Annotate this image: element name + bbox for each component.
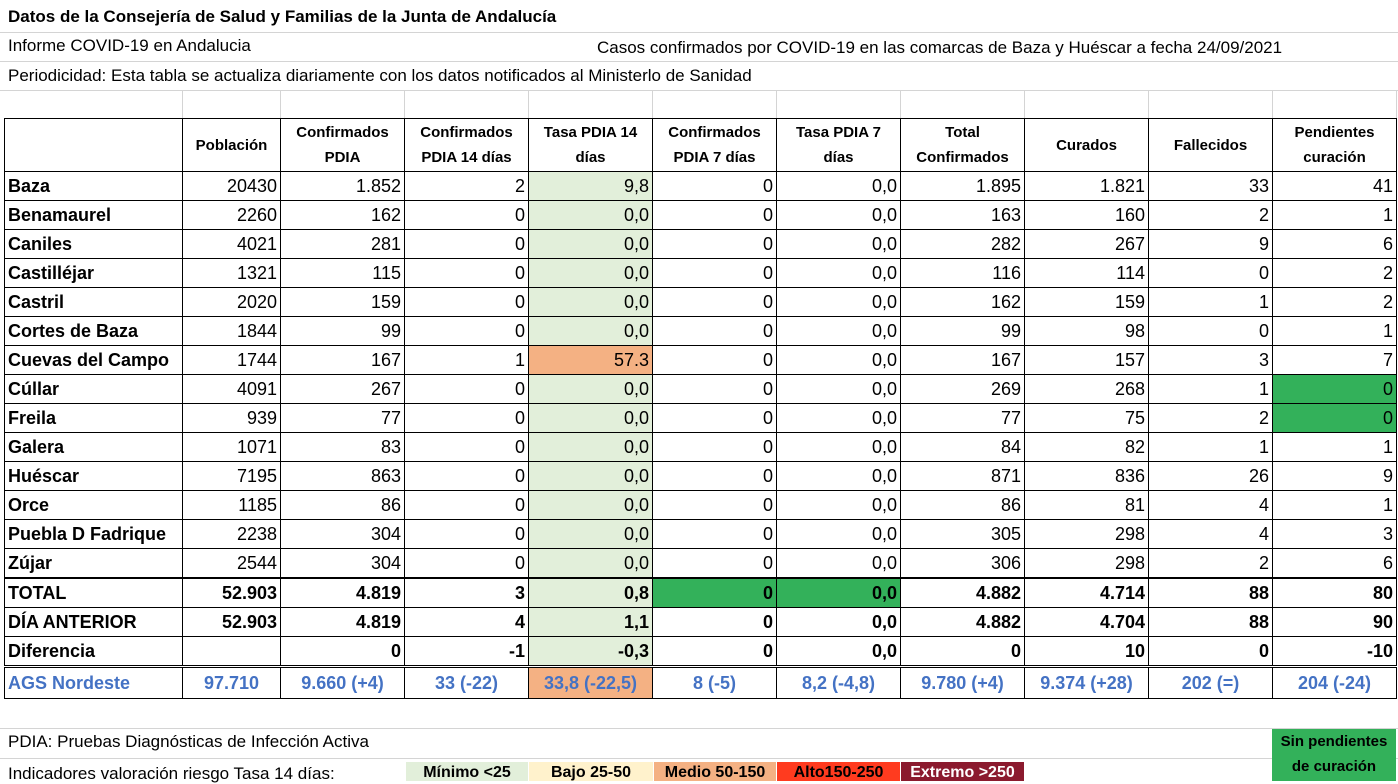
table-cell: 0 (653, 346, 777, 375)
table-cell: 204 (-24) (1273, 667, 1397, 699)
table-cell: -10 (1273, 637, 1397, 667)
table-cell: 6 (1273, 230, 1397, 259)
table-cell: 2 (1149, 549, 1273, 579)
table-cell: 0,0 (529, 201, 653, 230)
table-cell: 4 (1149, 491, 1273, 520)
table-cell: 0 (653, 317, 777, 346)
table-row (5, 317, 1397, 346)
table-cell: 0 (405, 230, 529, 259)
table-cell: 0,0 (529, 491, 653, 520)
table-cell: 0 (901, 637, 1025, 667)
table-cell: 9 (1273, 462, 1397, 491)
table-cell: 0,8 (529, 578, 653, 608)
table-cell: 75 (1025, 404, 1149, 433)
table-cell: 0 (653, 578, 777, 608)
table-cell: 0 (405, 433, 529, 462)
table-cell: 1071 (183, 433, 281, 462)
table-cell: 0,0 (529, 317, 653, 346)
table-cell: 20430 (183, 172, 281, 201)
table-row (5, 346, 1397, 375)
row-label: Castril (5, 288, 183, 317)
table-cell: 863 (281, 462, 405, 491)
table-cell: 0 (405, 375, 529, 404)
legend-minimo: Mínimo <25 (406, 762, 528, 781)
table-row (5, 462, 1397, 491)
grid-line (900, 90, 901, 118)
row-label: Cortes de Baza (5, 317, 183, 346)
table-row (5, 172, 1397, 201)
table-cell: 1 (405, 346, 529, 375)
table-cell: 2 (1273, 259, 1397, 288)
column-header: Población (183, 119, 281, 172)
table-cell: 9,8 (529, 172, 653, 201)
legend-sin-pendientes: Sin pendientes de curación (1272, 729, 1396, 781)
table-cell: 2260 (183, 201, 281, 230)
table-cell: 86 (281, 491, 405, 520)
table-cell: 99 (281, 317, 405, 346)
table-cell: -1 (405, 637, 529, 667)
pdia-note: PDIA: Pruebas Diagnósticas de Infección Activa (8, 732, 369, 751)
table-cell: 1 (1273, 317, 1397, 346)
table-cell: 9.374 (+28) (1025, 667, 1149, 699)
table-cell: 0 (405, 520, 529, 549)
table-cell: 0 (405, 201, 529, 230)
table-row (5, 288, 1397, 317)
table-cell: 83 (281, 433, 405, 462)
table-cell: 162 (901, 288, 1025, 317)
table-cell: 0 (653, 230, 777, 259)
table-cell: 88 (1149, 578, 1273, 608)
table-cell: 0,0 (777, 346, 901, 375)
table-cell: 82 (1025, 433, 1149, 462)
table-cell: 163 (901, 201, 1025, 230)
legend-alto: Alto150-250 (777, 762, 900, 781)
table-cell: 3 (1273, 520, 1397, 549)
table-cell: 268 (1025, 375, 1149, 404)
row-label: Cuevas del Campo (5, 346, 183, 375)
table-cell: 52.903 (183, 578, 281, 608)
column-header: Fallecidos (1149, 119, 1273, 172)
table-cell: 0 (653, 201, 777, 230)
table-cell: 2 (1273, 288, 1397, 317)
table-row (5, 549, 1397, 579)
table-cell: 0,0 (529, 375, 653, 404)
row-label: Huéscar (5, 462, 183, 491)
row-label: Caniles (5, 230, 183, 259)
legend-medio: Medio 50-150 (654, 762, 776, 781)
table-cell: 939 (183, 404, 281, 433)
table-cell: 0 (653, 433, 777, 462)
row-label: Cúllar (5, 375, 183, 404)
column-header: Tasa PDIA 7 días (777, 119, 901, 172)
table-cell: 0 (405, 491, 529, 520)
table-cell: 4021 (183, 230, 281, 259)
table-cell: 57.3 (529, 346, 653, 375)
table-cell: 0,0 (777, 230, 901, 259)
table-cell: 4.704 (1025, 608, 1149, 637)
table-cell: 0 (653, 462, 777, 491)
table-cell: 1.895 (901, 172, 1025, 201)
table-cell: 1 (1273, 201, 1397, 230)
table-cell: 0 (653, 259, 777, 288)
table-cell: 3 (1149, 346, 1273, 375)
table-cell: 33,8 (-22,5) (529, 667, 653, 699)
table-cell: 2 (1149, 201, 1273, 230)
column-header: Total Confirmados (901, 119, 1025, 172)
table-cell: 97.710 (183, 667, 281, 699)
column-header: Tasa PDIA 14 días (529, 119, 653, 172)
table-cell: 84 (901, 433, 1025, 462)
grid-line (1396, 90, 1397, 118)
table-cell: 304 (281, 520, 405, 549)
table-cell: 86 (901, 491, 1025, 520)
table-cell: 116 (901, 259, 1025, 288)
table-cell: 80 (1273, 578, 1397, 608)
table-cell: 10 (1025, 637, 1149, 667)
table-cell: 0 (405, 288, 529, 317)
table-cell: 282 (901, 230, 1025, 259)
table-cell: 0,0 (777, 404, 901, 433)
table-cell: 0 (653, 637, 777, 667)
table-cell: 0,0 (777, 172, 901, 201)
row-label: Castilléjar (5, 259, 183, 288)
table-cell: 0,0 (529, 288, 653, 317)
table-cell: 3 (405, 578, 529, 608)
table-cell: 1321 (183, 259, 281, 288)
table-cell: 0,0 (529, 433, 653, 462)
table-cell: 6 (1273, 549, 1397, 579)
casos-header: Casos confirmados por COVID-19 en las comarcas de Baza y Huéscar a fecha 24/09/2021 (597, 38, 1283, 57)
table-cell: 115 (281, 259, 405, 288)
table-cell: 0,0 (777, 462, 901, 491)
row-label: Diferencia (5, 637, 183, 667)
table-cell: 7 (1273, 346, 1397, 375)
ags-row (5, 667, 1397, 699)
table-cell (183, 637, 281, 667)
table-cell: 8,2 (-4,8) (777, 667, 901, 699)
table-cell: 281 (281, 230, 405, 259)
table-cell: 0 (1273, 404, 1397, 433)
table-cell: 0,0 (777, 259, 901, 288)
indicadores-label: Indicadores valoración riesgo Tasa 14 días: (8, 764, 335, 783)
grid-line (0, 758, 1398, 759)
report-subtitle: Informe COVID-19 en Andalucia (8, 36, 251, 55)
table-cell: 0,0 (777, 433, 901, 462)
table-cell: 33 (-22) (405, 667, 529, 699)
header-row (5, 119, 1397, 172)
table-cell: 1.852 (281, 172, 405, 201)
table-cell: 4 (405, 608, 529, 637)
table-cell: 2 (1149, 404, 1273, 433)
table-row (5, 259, 1397, 288)
legend-extremo: Extremo >250 (901, 762, 1024, 781)
table-cell: 4.819 (281, 608, 405, 637)
column-header (5, 119, 183, 172)
table-cell: 267 (1025, 230, 1149, 259)
table-cell: 0,0 (777, 201, 901, 230)
grid-line (652, 90, 653, 118)
legend-bajo: Bajo 25-50 (529, 762, 653, 781)
row-label: Benamaurel (5, 201, 183, 230)
table-row (5, 404, 1397, 433)
grid-line (528, 90, 529, 118)
table-cell: 2020 (183, 288, 281, 317)
grid-line (1148, 90, 1149, 118)
table-cell: 0,0 (777, 317, 901, 346)
row-label: Zújar (5, 549, 183, 579)
table-cell: 0 (653, 375, 777, 404)
table-cell: 305 (901, 520, 1025, 549)
table-cell: 0,0 (777, 549, 901, 579)
table-cell: 33 (1149, 172, 1273, 201)
table-cell: 160 (1025, 201, 1149, 230)
table-cell: 0,0 (777, 375, 901, 404)
column-header: Confirmados PDIA 7 días (653, 119, 777, 172)
table-cell: 2 (405, 172, 529, 201)
covid-table (4, 118, 1397, 699)
table-cell: 0 (653, 288, 777, 317)
column-header: Pendientes curación (1273, 119, 1397, 172)
grid-line (404, 90, 405, 118)
anterior-row (5, 608, 1397, 637)
table-cell: 0,0 (777, 520, 901, 549)
table-cell: 298 (1025, 520, 1149, 549)
table-cell: 4.819 (281, 578, 405, 608)
table-cell: 0 (653, 172, 777, 201)
table-cell: 167 (901, 346, 1025, 375)
table-cell: 0 (405, 549, 529, 579)
table-cell: 99 (901, 317, 1025, 346)
row-label: Freila (5, 404, 183, 433)
table-row (5, 375, 1397, 404)
table-cell: 1.821 (1025, 172, 1149, 201)
grid-line (182, 90, 183, 118)
table-cell: 88 (1149, 608, 1273, 637)
row-label: Puebla D Fadrique (5, 520, 183, 549)
table-cell: 157 (1025, 346, 1149, 375)
grid-line (0, 90, 1398, 91)
table-cell: 0 (1273, 375, 1397, 404)
table-cell: 90 (1273, 608, 1397, 637)
table-cell: 0,0 (529, 520, 653, 549)
table-cell: 2238 (183, 520, 281, 549)
table-cell: 52.903 (183, 608, 281, 637)
table-cell: -0,3 (529, 637, 653, 667)
table-cell: 202 (=) (1149, 667, 1273, 699)
table-cell: 4091 (183, 375, 281, 404)
report-title: Datos de la Consejería de Salud y Familias de la Junta de Andalucía (8, 7, 557, 26)
table-cell: 167 (281, 346, 405, 375)
grid-line (0, 32, 1398, 33)
row-label: TOTAL (5, 578, 183, 608)
table-cell: 7195 (183, 462, 281, 491)
table-cell: 0,0 (529, 549, 653, 579)
table-cell: 0,0 (529, 230, 653, 259)
table-cell: 159 (281, 288, 405, 317)
table-cell: 0 (653, 520, 777, 549)
grid-line (0, 61, 1398, 62)
total-row (5, 578, 1397, 608)
table-cell: 0 (1149, 317, 1273, 346)
row-label: AGS Nordeste (5, 667, 183, 699)
table-cell: 0,0 (777, 288, 901, 317)
table-cell: 1185 (183, 491, 281, 520)
table-row (5, 201, 1397, 230)
table-row (5, 433, 1397, 462)
table-cell: 0,0 (777, 491, 901, 520)
grid-line (1272, 90, 1273, 118)
table-cell: 114 (1025, 259, 1149, 288)
table-cell: 0 (1149, 259, 1273, 288)
table-cell: 0 (405, 404, 529, 433)
table-cell: 4.882 (901, 608, 1025, 637)
table-cell: 77 (281, 404, 405, 433)
table-cell: 98 (1025, 317, 1149, 346)
table-cell: 306 (901, 549, 1025, 579)
table-cell: 0,0 (777, 608, 901, 637)
table-cell: 0,0 (777, 578, 901, 608)
table-cell: 159 (1025, 288, 1149, 317)
table-cell: 81 (1025, 491, 1149, 520)
table-cell: 1 (1149, 433, 1273, 462)
column-header: Confirmados PDIA (281, 119, 405, 172)
table-cell: 269 (901, 375, 1025, 404)
row-label: Orce (5, 491, 183, 520)
grid-line (280, 90, 281, 118)
row-label: Galera (5, 433, 183, 462)
grid-line (776, 90, 777, 118)
periodicidad-note: Periodicidad: Esta tabla se actualiza diariamente con los datos notificados al Ministerlo de Sanidad (8, 66, 752, 85)
table-cell: 0 (653, 549, 777, 579)
table-cell: 4.882 (901, 578, 1025, 608)
table-cell: 1 (1149, 288, 1273, 317)
table-cell: 0 (405, 317, 529, 346)
row-label: Baza (5, 172, 183, 201)
column-header: Curados (1025, 119, 1149, 172)
table-cell: 26 (1149, 462, 1273, 491)
table-row (5, 230, 1397, 259)
grid-line (1024, 90, 1025, 118)
grid-line (0, 728, 1398, 729)
table-cell: 304 (281, 549, 405, 579)
column-header: Confirmados PDIA 14 días (405, 119, 529, 172)
table-cell: 9.780 (+4) (901, 667, 1025, 699)
table-cell: 2544 (183, 549, 281, 579)
table-cell: 1744 (183, 346, 281, 375)
table-cell: 162 (281, 201, 405, 230)
table-cell: 0 (653, 608, 777, 637)
table-cell: 298 (1025, 549, 1149, 579)
table-cell: 0 (405, 259, 529, 288)
table-row (5, 520, 1397, 549)
table-cell: 1,1 (529, 608, 653, 637)
table-cell: 4.714 (1025, 578, 1149, 608)
table-cell: 9 (1149, 230, 1273, 259)
row-label: DÍA ANTERIOR (5, 608, 183, 637)
table-cell: 9.660 (+4) (281, 667, 405, 699)
table-cell: 0 (281, 637, 405, 667)
table-cell: 1 (1273, 433, 1397, 462)
table-cell: 41 (1273, 172, 1397, 201)
table-cell: 0 (1149, 637, 1273, 667)
table-cell: 0,0 (529, 259, 653, 288)
table-cell: 1 (1149, 375, 1273, 404)
table-cell: 871 (901, 462, 1025, 491)
table-cell: 0,0 (529, 462, 653, 491)
diferencia-row (5, 637, 1397, 667)
table-cell: 0 (653, 491, 777, 520)
table-cell: 0,0 (529, 404, 653, 433)
table-cell: 1 (1273, 491, 1397, 520)
table-cell: 0 (405, 462, 529, 491)
table-cell: 77 (901, 404, 1025, 433)
table-cell: 4 (1149, 520, 1273, 549)
table-row (5, 491, 1397, 520)
table-cell: 8 (-5) (653, 667, 777, 699)
table-cell: 1844 (183, 317, 281, 346)
table-cell: 0 (653, 404, 777, 433)
table-cell: 836 (1025, 462, 1149, 491)
table-cell: 267 (281, 375, 405, 404)
table-cell: 0,0 (777, 637, 901, 667)
